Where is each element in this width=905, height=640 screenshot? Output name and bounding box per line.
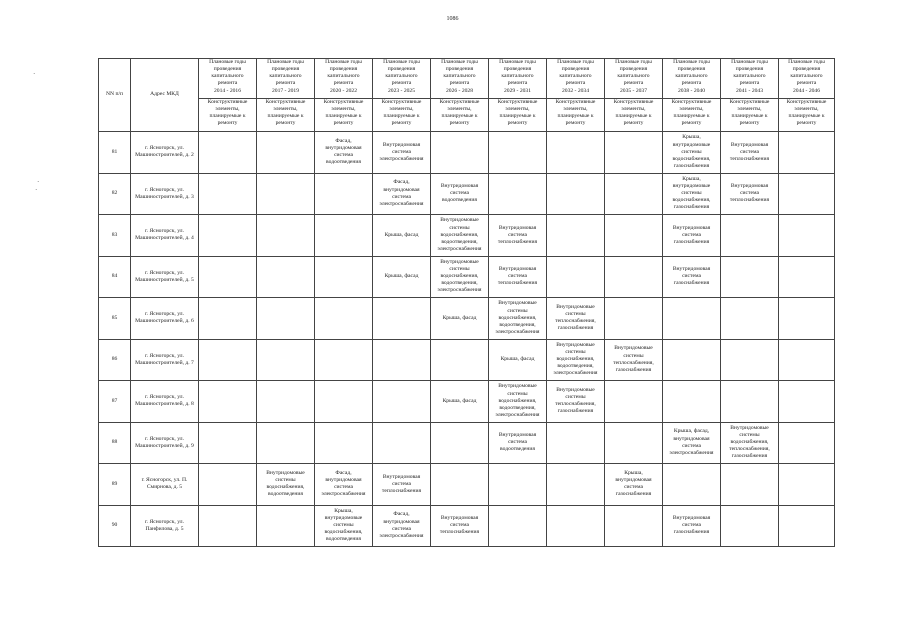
repair-cell [779, 505, 835, 547]
table-row [99, 339, 835, 381]
repair-cell: Крыша, фасад [489, 339, 547, 381]
repair-cell: Внутридомовая система газоснабжения [663, 256, 721, 298]
header-period-years: 2017 - 2019 [271, 87, 300, 94]
header-elements: Конструктивные элементы, планируемые к ремонту [605, 99, 663, 132]
repair-cell [489, 464, 547, 506]
repair-cell [199, 464, 257, 506]
repair-cell: Внутридомовая система газоснабжения [663, 215, 721, 257]
repair-cell [605, 132, 663, 174]
repair-cell [199, 132, 257, 174]
scan-mark: · [37, 178, 40, 186]
repair-cell [199, 422, 257, 464]
repair-cell [605, 505, 663, 547]
repair-cell: Внутридомовая система водоотведения [489, 422, 547, 464]
repair-cell: Крыша, фасад [373, 256, 431, 298]
repair-cell: Крыша, фасад [373, 215, 431, 257]
repair-cell: Фасад, внутридомовая система электроснабжения [373, 505, 431, 547]
row-address: г. Ясногорск, ул. Машиностроителей, д. 9 [131, 422, 199, 464]
header-period-years: 2035 - 2037 [619, 87, 648, 94]
repair-cell [779, 215, 835, 257]
row-address: г. Ясногорск, ул. Машиностроителей, д. 3 [131, 173, 199, 215]
header-period-years: 2038 - 2040 [677, 87, 706, 94]
row-number: 87 [99, 381, 131, 423]
repair-cell [257, 298, 315, 340]
repair-cell [721, 381, 779, 423]
header-plan-period [315, 59, 373, 99]
row-address: г. Ясногорск, ул. Панфилова, д. 5 [131, 505, 199, 547]
repair-cell [489, 173, 547, 215]
header-elements: Конструктивные элементы, планируемые к ремонту [489, 99, 547, 132]
repair-cell [431, 464, 489, 506]
repair-cell [779, 339, 835, 381]
header-elements: Конструктивные элементы, планируемые к ремонту [373, 99, 431, 132]
repair-cell [547, 505, 605, 547]
repair-cell: Внутридомовая система электроснабжения [373, 132, 431, 174]
table-row [99, 173, 835, 215]
repair-cell: Внутридомовая система теплоснабжения [489, 256, 547, 298]
header-period-years: 2023 - 2025 [387, 87, 416, 94]
repair-cell [721, 298, 779, 340]
header-plan-period [489, 59, 547, 99]
repair-cell: Внутридомовая система теплоснабжения [489, 215, 547, 257]
row-address: г. Ясногорск, ул. Машиностроителей, д. 5 [131, 256, 199, 298]
repair-cell: Внутридомовые системы водоснабжения, водоотведения, электроснабжения [489, 298, 547, 340]
repair-cell: Внутридомовая система теплоснабжения [721, 173, 779, 215]
repair-cell: Внутридомовые системы водоснабжения, водоотведения, электроснабжения [431, 256, 489, 298]
repair-cell [779, 173, 835, 215]
repair-cell: Внутридомовые системы водоснабжения, водоотведения, электроснабжения [489, 381, 547, 423]
header-elements: Конструктивные элементы, планируемые к ремонту [199, 99, 257, 132]
header-elements: Конструктивные элементы, планируемые к ремонту [315, 99, 373, 132]
repair-cell [779, 298, 835, 340]
repair-cell [257, 381, 315, 423]
repair-cell: Внутридомовые системы водоснабжения, теплоснабжения, газоснабжения [721, 422, 779, 464]
repair-cell [199, 339, 257, 381]
capital-repair-table [98, 58, 835, 547]
repair-cell: Внутридомовые системы водоснабжения, водоотведения, электроснабжения [431, 215, 489, 257]
header-plan-label: Плановые годы проведения капитального ремонта [441, 59, 478, 87]
row-address: г. Ясногорск, ул. Машиностроителей, д. 2 [131, 132, 199, 174]
repair-cell [199, 381, 257, 423]
repair-cell: Фасад, внутридомовая система электроснабжения [315, 464, 373, 506]
repair-cell: Внутридомовая система теплоснабжения [721, 132, 779, 174]
repair-cell [721, 464, 779, 506]
repair-cell [373, 422, 431, 464]
repair-cell [779, 132, 835, 174]
repair-cell [721, 339, 779, 381]
repair-cell [547, 173, 605, 215]
row-number: 85 [99, 298, 131, 340]
repair-cell [663, 298, 721, 340]
header-plan-label: Плановые годы проведения капитального ремонта [267, 59, 304, 87]
repair-cell: Внутридомовые системы водоснабжения, водоотведения [257, 464, 315, 506]
repair-cell [779, 464, 835, 506]
header-plan-period [721, 59, 779, 99]
repair-cell [721, 256, 779, 298]
header-period-years: 2014 - 2016 [213, 87, 242, 94]
header-plan-period [199, 59, 257, 99]
header-period-years: 2020 - 2022 [329, 87, 358, 94]
header-elements: Конструктивные элементы, планируемые к ремонту [721, 99, 779, 132]
repair-cell: Крыша, внутридомовые системы водоснабжения, газоснабжения [663, 173, 721, 215]
repair-cell [547, 422, 605, 464]
repair-cell [663, 464, 721, 506]
repair-cell [605, 298, 663, 340]
row-number: 86 [99, 339, 131, 381]
header-address: Адрес МКД [131, 59, 199, 132]
repair-cell [315, 422, 373, 464]
repair-cell [315, 215, 373, 257]
row-number: 84 [99, 256, 131, 298]
header-plan-label: Плановые годы проведения капитального ремонта [731, 59, 768, 87]
repair-cell [257, 173, 315, 215]
repair-cell [257, 339, 315, 381]
header-plan-label: Плановые годы проведения капитального ремонта [499, 59, 536, 87]
scan-mark: · [35, 186, 38, 194]
repair-cell: Внутридомовая система газоснабжения [663, 505, 721, 547]
row-address: г. Ясногорск, ул. Машиностроителей, д. 6 [131, 298, 199, 340]
row-number: 81 [99, 132, 131, 174]
repair-cell [663, 339, 721, 381]
header-plan-label: Плановые годы проведения капитального ремонта [673, 59, 710, 87]
repair-cell [489, 505, 547, 547]
header-plan-period [547, 59, 605, 99]
row-address: г. Ясногорск, ул. Машиностроителей, д. 4 [131, 215, 199, 257]
repair-cell [257, 256, 315, 298]
repair-cell: Внутридомовая система теплоснабжения [431, 505, 489, 547]
repair-cell: Внутридомовые системы водоснабжения, водоотведения, электроснабжения [547, 339, 605, 381]
repair-cell [431, 339, 489, 381]
repair-cell [663, 381, 721, 423]
repair-cell [721, 505, 779, 547]
repair-cell [489, 132, 547, 174]
table-row [99, 464, 835, 506]
repair-cell [547, 215, 605, 257]
header-plan-period [431, 59, 489, 99]
repair-cell [257, 505, 315, 547]
header-plan-label: Плановые годы проведения капитального ремонта [209, 59, 246, 87]
repair-cell [779, 381, 835, 423]
header-elements: Конструктивные элементы, планируемые к ремонту [431, 99, 489, 132]
repair-cell: Крыша, внутридомовые системы водоснабжения, газоснабжения [663, 132, 721, 174]
header-period-years: 2026 - 2028 [445, 87, 474, 94]
repair-cell [605, 256, 663, 298]
header-plan-label: Плановые годы проведения капитального ремонта [615, 59, 652, 87]
header-period-years: 2032 - 2034 [561, 87, 590, 94]
header-elements: Конструктивные элементы, планируемые к ремонту [663, 99, 721, 132]
repair-cell [721, 215, 779, 257]
row-number: 82 [99, 173, 131, 215]
repair-cell [199, 505, 257, 547]
repair-cell [605, 381, 663, 423]
repair-cell [605, 215, 663, 257]
header-number: NN п/п [99, 59, 131, 132]
header-elements: Конструктивные элементы, планируемые к ремонту [779, 99, 835, 132]
repair-cell [431, 132, 489, 174]
table-row [99, 256, 835, 298]
header-period-years: 2044 - 2046 [792, 87, 821, 94]
repair-cell: Внутридомовая система водоотведения [431, 173, 489, 215]
repair-cell [315, 381, 373, 423]
repair-cell [373, 381, 431, 423]
header-plan-label: Плановые годы проведения капитального ремонта [788, 59, 825, 87]
table-row [99, 298, 835, 340]
header-plan-period [779, 59, 835, 99]
repair-cell: Внутридомовые системы теплоснабжения, газоснабжения [547, 298, 605, 340]
header-plan-label: Плановые годы проведения капитального ремонта [557, 59, 594, 87]
repair-cell: Крыша, внутридомовая система газоснабжения [605, 464, 663, 506]
header-plan-label: Плановые годы проведения капитального ремонта [325, 59, 362, 87]
repair-cell [373, 298, 431, 340]
repair-cell [315, 339, 373, 381]
repair-cell: Внутридомовые системы теплоснабжения, газоснабжения [605, 339, 663, 381]
repair-cell [605, 173, 663, 215]
repair-cell [199, 173, 257, 215]
repair-cell [547, 256, 605, 298]
row-number: 89 [99, 464, 131, 506]
header-plan-period [605, 59, 663, 99]
repair-cell: Фасад, внутридомовая система водоотведения [315, 132, 373, 174]
row-number: 88 [99, 422, 131, 464]
page-number: 1086 [446, 16, 459, 22]
repair-cell [547, 132, 605, 174]
row-number: 90 [99, 505, 131, 547]
row-number: 83 [99, 215, 131, 257]
repair-cell: Фасад, внутридомовая система электроснабжения [373, 173, 431, 215]
row-address: г. Ясногорск, ул. П. Смирнова, д. 5 [131, 464, 199, 506]
repair-cell [779, 422, 835, 464]
repair-cell: Внутридомовые системы теплоснабжения, газоснабжения [547, 381, 605, 423]
repair-cell: Крыша, фасад, внутридомовая система электроснабжения [663, 422, 721, 464]
repair-cell [431, 422, 489, 464]
repair-cell [779, 256, 835, 298]
repair-cell [199, 215, 257, 257]
table-row [99, 215, 835, 257]
repair-cell [199, 298, 257, 340]
repair-cell: Крыша, фасад [431, 298, 489, 340]
repair-cell [199, 256, 257, 298]
header-period-years: 2041 - 2043 [735, 87, 764, 94]
repair-cell [257, 215, 315, 257]
header-period-years: 2029 - 2031 [503, 87, 532, 94]
repair-cell: Крыша, фасад [431, 381, 489, 423]
repair-cell [373, 339, 431, 381]
repair-cell [257, 422, 315, 464]
repair-cell: Крыша, внутридомовые системы водоснабжения, водоотведения [315, 505, 373, 547]
repair-cell [605, 422, 663, 464]
header-plan-period [663, 59, 721, 99]
table-row [99, 381, 835, 423]
row-address: г. Ясногорск, ул. Машиностроителей, д. 8 [131, 381, 199, 423]
repair-cell: Внутридомовая система теплоснабжения [373, 464, 431, 506]
table-row [99, 505, 835, 547]
table-row [99, 132, 835, 174]
repair-cell [315, 256, 373, 298]
row-address: г. Ясногорск, ул. Машиностроителей, д. 7 [131, 339, 199, 381]
header-plan-label: Плановые годы проведения капитального ремонта [383, 59, 420, 87]
table-row [99, 422, 835, 464]
repair-cell [315, 298, 373, 340]
header-elements: Конструктивные элементы, планируемые к ремонту [547, 99, 605, 132]
repair-cell [257, 132, 315, 174]
header-plan-period [257, 59, 315, 99]
header-elements: Конструктивные элементы, планируемые к ремонту [257, 99, 315, 132]
scan-mark: · [33, 70, 36, 78]
repair-cell [315, 173, 373, 215]
header-plan-period [373, 59, 431, 99]
repair-cell [547, 464, 605, 506]
